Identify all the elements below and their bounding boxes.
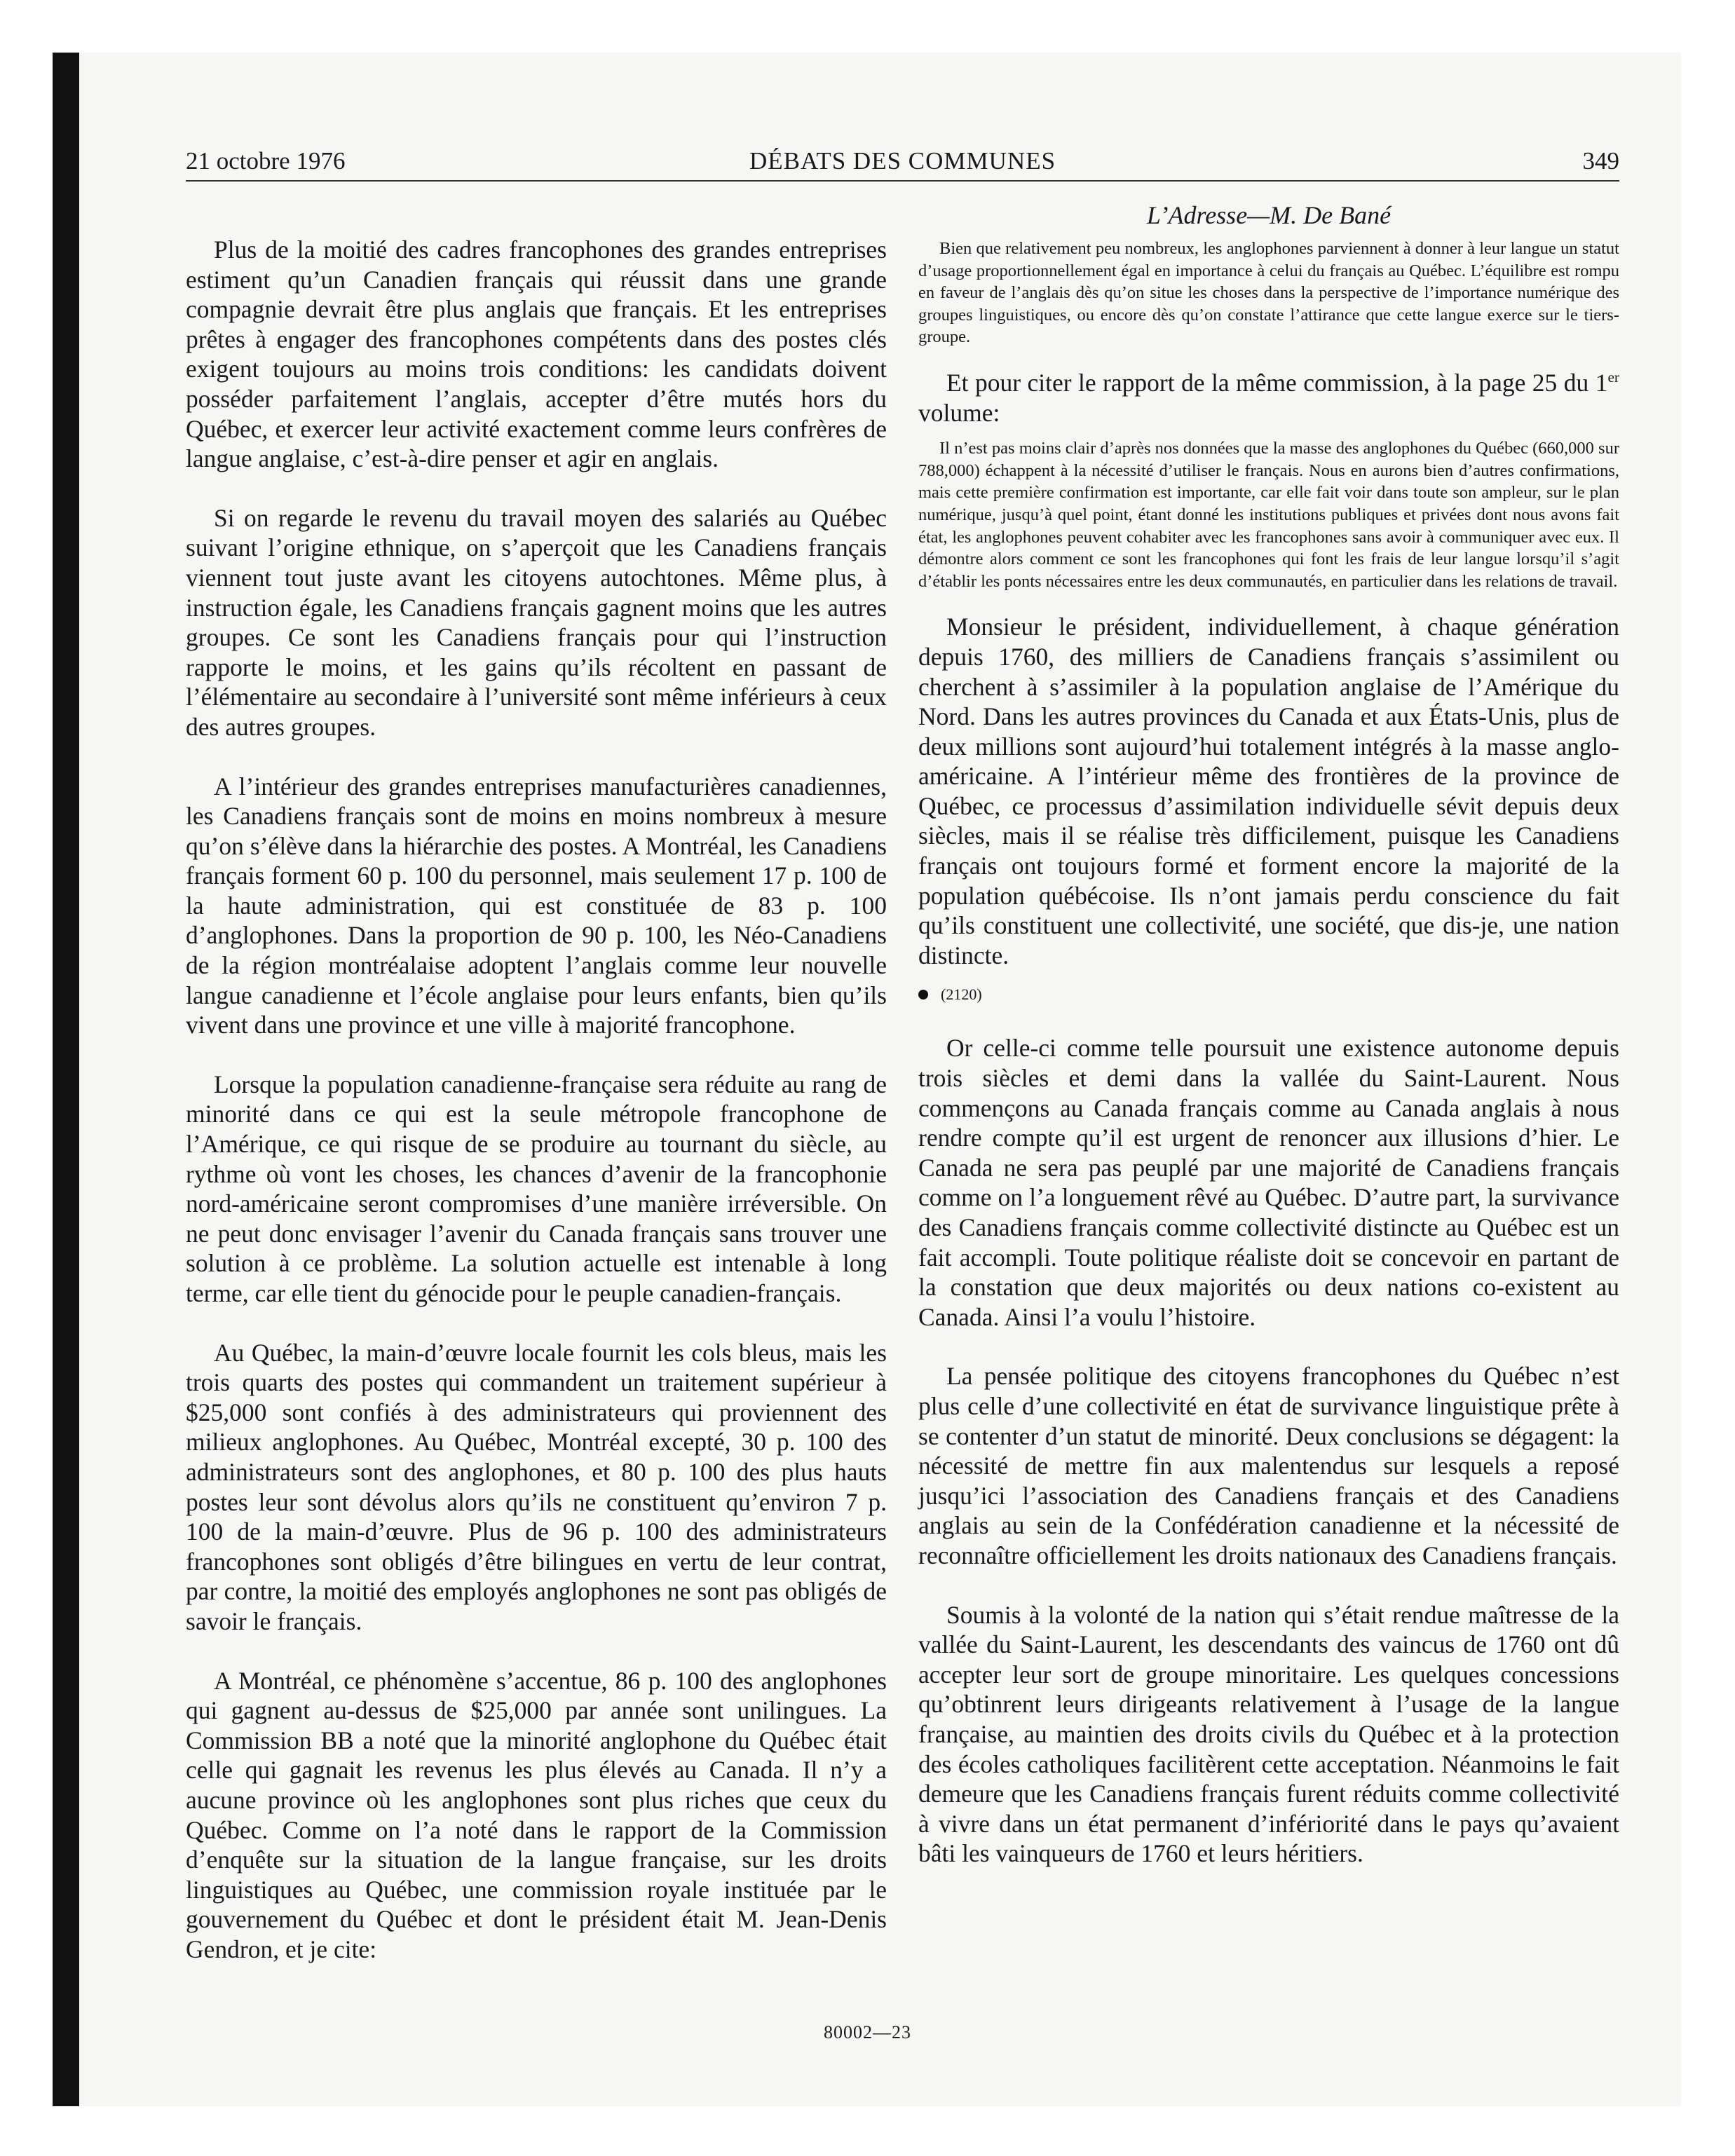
quote-intro: [918, 368, 1619, 428]
right-paragraph-3: La pensée politique des citoyens francophones du Québec n’est plus celle d’une collectivité en état de survivance linguistique prête à se contenter d’un statut de minorité. Deux conclusions se dégagent: la nécessité de mettre fin aux malentendus sur lesquels a reposé jusqu’ici l’association des Canadiens français et des Canadiens anglais au sein de la Confédération canadienne et la nécessité de reconnaître officiellement les droits nationaux des Canadiens français.: [918, 1362, 1619, 1569]
quote-intro-tail: volume:: [918, 398, 1000, 427]
header-page-number: 349: [1582, 147, 1619, 175]
bullet-icon: [918, 990, 928, 999]
section-subtitle: L’Adresse—M. De Bané: [1146, 201, 1392, 229]
page-footer-code: 80002—23: [824, 2022, 911, 2042]
timecode-marker: [918, 984, 1619, 1005]
quote-intro-text: Et pour citer le rapport de la même commission, à la page 25 du 1: [946, 368, 1608, 397]
left-paragraph-3: A l’intérieur des grandes entreprises manufacturières canadiennes, les Canadiens français sont de moins en moins nombreux à mesure qu’on s’élève dans la hiérarchie des postes. A Montréal, les Canadiens français forment 60 p. 100 du personnel, mais seulement 17 p. 100 de la haute administration, qui est constituée de 83 p. 100 d’anglophones. Dans la proportion de 90 p. 100, les Néo-Canadiens de la région montréalaise adoptent l’anglais comme leur nouvelle langue canadienne et l’école anglaise pour leurs enfants, bien qu’ils vivent dans une province et une ville à majorité francophone.: [186, 772, 887, 1039]
left-paragraph-6: A Montréal, ce phénomène s’accentue, 86 p. 100 des anglophones qui gagnent au-dessus de $25,000 par année sont unilingues. La Commission BB a noté que la minorité anglophone du Québec était celle qui gagnait les revenus les plus élevés au Canada. Il n’y a aucune province où les anglophones sont plus riches que ceux du Québec. Comme on l’a noté dans le rapport de la Commission d’enquête sur la situation de la langue française, sur les droits linguistiques au Québec, une commission royale instituée par le gouvernement du Québec et dont le président était M. Jean-Denis Gendron, et je cite:: [186, 1666, 887, 1963]
left-column: [186, 235, 887, 1993]
right-column: [918, 200, 1619, 1898]
quote-block-2: Il n’est pas moins clair d’après nos données que la masse des anglophones du Québec (660,000 sur 788,000) échappent à la nécessité d’utiliser le français. Nous en aurons bien d’autres confirmations, mais cette première confirmation est importante, car elle fait voir dans toute son ampleur, sur le plan numérique, jusqu’à quel point, étant donné les institutions publiques et privées dont nous avons fait état, les anglophones peuvent cohabiter avec les francophones sans avoir à communiquer avec eux. Il démontre alors comment ce sont les francophones qui font les frais de leur langue lorsqu’il s’agit d’établir les ponts nécessaires entre les deux communautés, en particulier dans les relations de travail.: [918, 439, 1619, 591]
header-title: DÉBATS DES COMMUNES: [749, 147, 1056, 175]
left-paragraph-2: Si on regarde le revenu du travail moyen des salariés au Québec suivant l’origine ethnique, on s’aperçoit que les Canadiens français viennent tout juste avant les citoyens autochtones. Même plus, à instruction égale, les Canadiens français gagnent moins que les autres groupes. Ce sont les Canadiens français pour qui l’instruction rapporte le moins, et les gains qu’ils récoltent en passant de l’élémentaire au secondaire à l’université sont même inférieurs à ceux des autres groupes.: [186, 503, 887, 741]
left-paragraph-1: Plus de la moitié des cadres francophones des grandes entreprises estiment qu’un Canadien français qui réussit dans une grande compagnie devrait être plus anglais que français. Et les entreprises prêtes à engager des francophones compétents dans des postes clés exigent toujours au moins trois conditions: les candidats doivent posséder parfaitement l’anglais, accepter d’être mutés hors du Québec, et exercer leur activité exactement comme leurs confrères de langue anglaise, c’est-à-dire penser et agir en anglais.: [186, 236, 887, 473]
header-date: 21 octobre 1976: [186, 147, 346, 175]
right-paragraph-4: Soumis à la volonté de la nation qui s’était rendue maîtresse de la vallée du Saint-Laurent, les descendants des vaincus de 1760 ont dû accepter leur sort de groupe minoritaire. Les quelques concessions qu’obtinrent leurs dirigeants relativement à l’usage de la langue française, au maintien des droits civils du Québec et à la protection des écoles catholiques facilitèrent cette acceptation. Néanmoins le fait demeure que les Canadiens français furent réduits comme collectivité à vivre dans un état permanent d’infériorité dans le pays qu’avaient bâti les vainqueurs de 1760 et leurs héritiers.: [918, 1600, 1619, 1868]
timecode-text: (2120): [941, 985, 982, 1004]
left-paragraph-5: Au Québec, la main-d’œuvre locale fournit les cols bleus, mais les trois quarts des postes qui commandent un traitement supérieur à $25,000 sont confiés à des administrateurs qui proviennent des milieux anglophones. Au Québec, Montréal excepté, 30 p. 100 des administrateurs sont des anglophones, et 80 p. 100 des plus hauts postes leur sont dévolus alors qu’ils ne constituent qu’environ 7 p. 100 de la main-d’œuvre. Plus de 96 p. 100 des administrateurs francophones sont obligés d’être bilingues en vertu de leur contrat, par contre, la moitié des employés anglophones ne sont pas obligés de savoir le français.: [186, 1338, 887, 1635]
scan-edge-bar: [53, 53, 79, 2106]
left-paragraph-4: Lorsque la population canadienne-française sera réduite au rang de minorité dans ce qui est la seule métropole francophone de l’Amérique, ce qui risque de se produire au tournant du siècle, au rythme où vont les choses, les chances d’avenir de la francophonie nord-américaine seront compromises d’une manière irréversible. On ne peut donc envisager l’avenir du Canada français sans trouver une solution à ce problème. La solution actuelle est intenable à long terme, car elle tient du génocide pour le peuple canadien-français.: [186, 1070, 887, 1307]
quote-block-1: Bien que relativement peu nombreux, les anglophones parviennent à donner à leur langue un statut d’usage proportionnellement égal en importance à celui du français au Québec. L’équilibre est rompu en faveur de l’anglais dès qu’on situe les choses dans la perspective de l’importance numérique des groupes linguistiques, ou encore dès qu’on constate l’attirance que cette langue exerce sur le tiers-groupe.: [918, 239, 1619, 347]
right-paragraph-1: Monsieur le président, individuellement, à chaque génération depuis 1760, des milliers de Canadiens français s’assimilent ou cherchent à s’assimiler à la population anglaise de l’Amérique du Nord. Dans les autres provinces du Canada et aux États-Unis, plus de deux millions sont aujourd’hui totalement intégrés à la masse anglo-américaine. A l’intérieur même des frontières de la province de Québec, ce processus d’assimilation individuelle sévit depuis deux siècles, mais il se réalise très difficilement, puisque les Canadiens français ont toujours formé et forment encore la majorité de la population québécoise. Ils n’ont jamais perdu conscience du fait qu’ils constituent une collectivité, une société, que dis-je, une nation distincte.: [918, 613, 1619, 969]
quote-intro-superscript: er: [1607, 369, 1619, 386]
right-paragraph-2: Or celle-ci comme telle poursuit une existence autonome depuis trois siècles et demi dans la vallée du Saint-Laurent. Nous commençons au Canada français comme au Canada anglais à nous rendre compte qu’il est urgent de renoncer aux illusions d’hier. Le Canada ne sera pas peuplé par une majorité de Canadiens français comme on l’a longuement rêvé au Québec. D’autre part, la survivance des Canadiens français comme collectivité distincte au Québec est un fait accompli. Toute politique réaliste doit se concevoir en partant de la constation que deux majorités ou deux nations co-existent au Canada. Ainsi l’a voulu l’histoire.: [918, 1034, 1619, 1331]
page-header: [186, 144, 1619, 182]
